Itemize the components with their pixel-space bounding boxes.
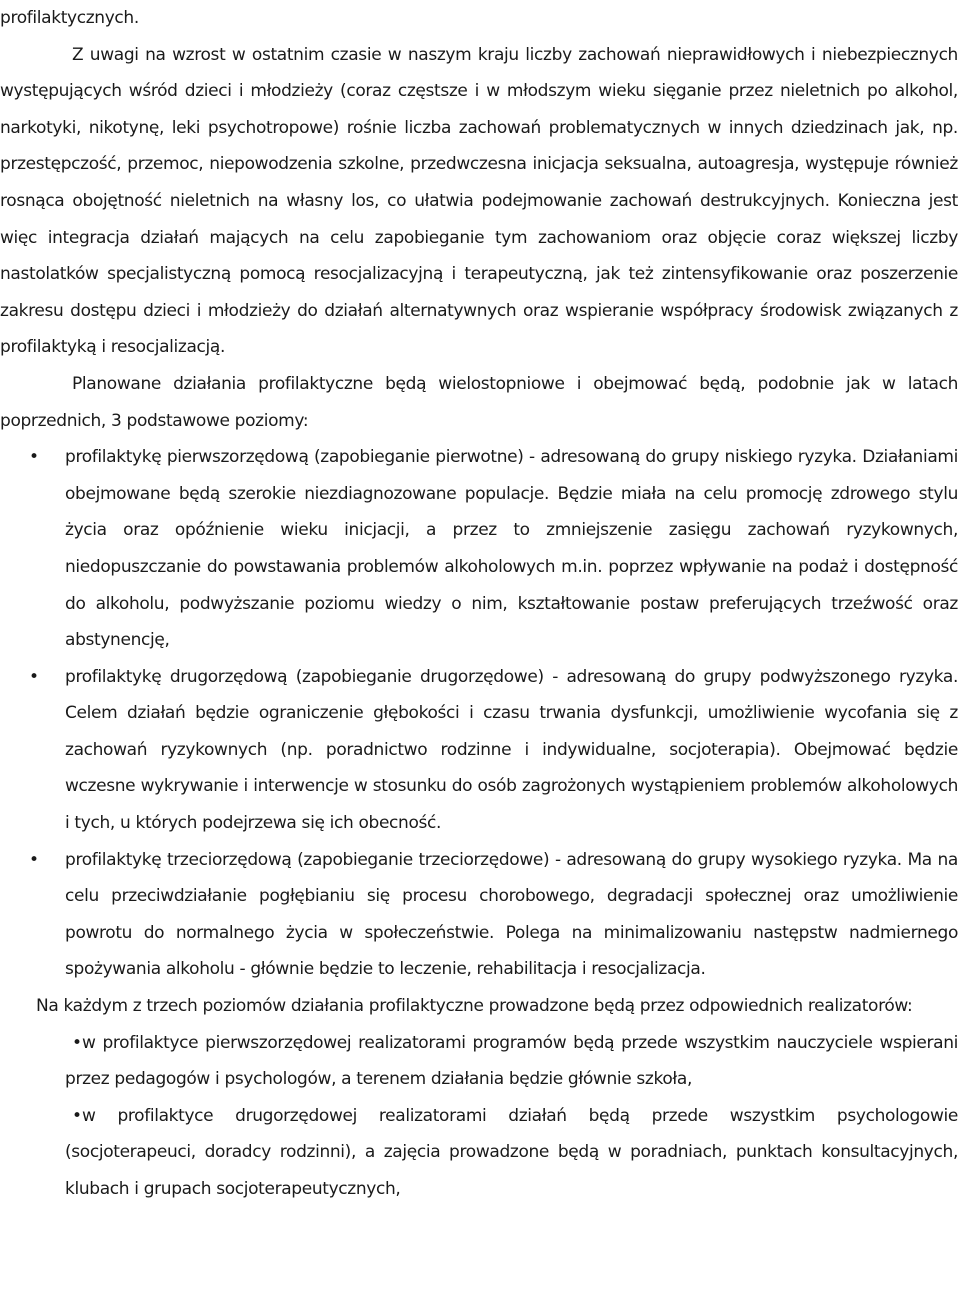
list-item-primary-prevention — [29, 439, 958, 659]
paragraph-risk-behaviors: Z uwagi na wzrost w ostatnim czasie w naszym kraju liczby zachowań nieprawidłowych i niebezpiecznych występujących wśród dzieci i młodzieży (coraz częstsze i w młodszym wieku sięganie przez nieletnich po alkohol, narkotyki, nikotynę, leki psychotropowe) rośnie liczba zachowań problematycznych w innych dziedzinach jak, np. przestępczość, przemoc, niepowodzenia szkolne, przedwczesna inicjacja seksualna, autoagresja, występuje również rosnąca obojętność nieletnich na własny los, co ułatwia podejmowanie zachowań destrukcyjnych. Konieczna jest więc integracja działań mających na celu zapobieganie tym zachowaniom oraz objęcie coraz większej liczby nastolatków specjalistyczną pomocą resocjalizacyjną i terapeutyczną, jak też zintensyfikowanie oraz poszerzenie zakresu dostępu dzieci i młodzieży do działań alternatywnych oraz wspieranie współpracy środowisk związanych z profilaktyką i resocjalizacją. — [0, 44, 958, 358]
bullet-icon: • — [72, 1032, 82, 1053]
list-item-text: w profilaktyce drugorzędowej realizatorami działań będą przede wszystkim psychologowie (socjoterapeuci, doradcy rodzinni), a zajęcia prowadzone będą w poradniach, punktach konsultacyjnych, klubach i grupach socjoterapeutycznych, — [65, 1105, 958, 1199]
list-item-text: w profilaktyce pierwszorzędowej realizatorami programów będą przede wszystkim nauczyciele wspierani przez pedagogów i psychologów, a terenem działania będzie głównie szkoła, — [65, 1032, 958, 1090]
bullet-icon: • — [29, 666, 39, 687]
list-item-text: profilaktykę drugorzędową (zapobieganie drugorzędowe) - adresowaną do grupy podwyższonego ryzyka. Celem działań będzie ograniczenie głębokości i czasu trwania dysfunkcji, umożliwienie wycofania się z zachowań ryzykownych (np. poradnictwo rodzinne i indywidualne, socjoterapia). Obejmować będzie wczesne wykrywanie i interwencje w stosunku do osób zagrożonych wystąpieniem problemów alkoholowych i tych, u których podejrzewa się ich obecność. — [65, 666, 958, 834]
paragraph-planned-actions: Planowane działania profilaktyczne będą wielostopniowe i obejmować będą, podobnie jak w latach poprzednich, 3 podstawowe poziomy: — [0, 373, 958, 431]
paragraph-realizers-intro: Na każdym z trzech poziomów działania profilaktyczne prowadzone będą przez odpowiednich realizatorów: — [36, 996, 913, 1017]
bullet-icon: • — [29, 447, 39, 468]
list-item-text: profilaktykę pierwszorzędową (zapobieganie pierwotne) - adresowaną do grupy niskiego ryzyka. Działaniami obejmowane będą szerokie niezdiagnozowane populacje. Będzie miała na celu promocję zdrowego stylu życia oraz opóźnienie wieku inicjacji, a przez to zmniejszenie zasięgu zachowań ryzykownych, niedopuszczanie do powstawania problemów alkoholowych m.in. poprzez wpływanie na podaż i dostępność do alkoholu, podwyższanie poziomu wiedzy o nim, kształtowanie postaw preferujących trzeźwość oraz abstynencję, — [65, 447, 958, 651]
prevention-levels-list — [0, 439, 958, 988]
realizers-list — [0, 1025, 958, 1208]
list-item-secondary-realizers — [65, 1098, 958, 1208]
bullet-icon: • — [29, 849, 39, 870]
list-item-secondary-prevention — [29, 659, 958, 842]
list-item-primary-realizers — [65, 1025, 958, 1098]
bullet-icon: • — [72, 1105, 82, 1126]
list-item-tertiary-prevention — [29, 842, 958, 988]
list-item-text: profilaktykę trzeciorzędową (zapobieganie trzeciorzędowe) - adresowaną do grupy wysokiego ryzyka. Ma na celu przeciwdziałanie pogłębianiu się procesu chorobowego, degradacji społecznej oraz umożliwienie powrotu do normalnego życia w społeczeństwie. Polega na minimalizowaniu następstw nadmiernego spożywania alkoholu - głównie będzie to leczenie, rehabilitacja i resocjalizacja. — [65, 849, 958, 980]
continued-text: profilaktycznych. — [0, 8, 139, 28]
